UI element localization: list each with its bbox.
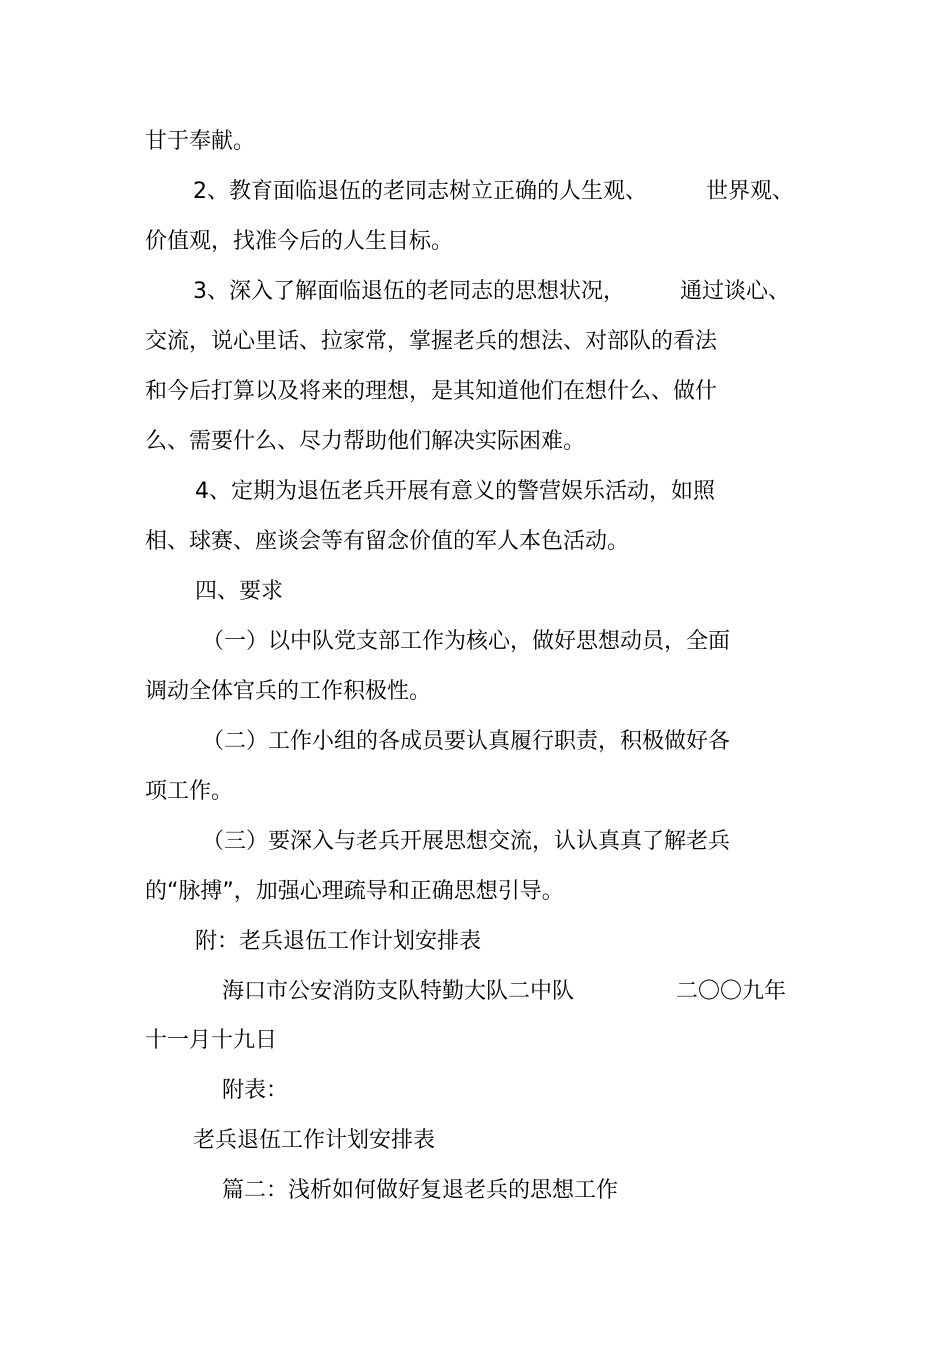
signature-date: 十一月十九日 (145, 1028, 278, 1053)
text-line: 的“脉搏”，加强心理疏导和正确思想引导。 (145, 879, 564, 904)
appendix-label: 附表： (222, 1078, 289, 1103)
attachment-note: 附：老兵退伍工作计划安排表 (195, 929, 482, 954)
text-line: 相、球赛、座谈会等有留念价值的军人本色活动。 (145, 529, 630, 554)
text-line: 甘于奉献。 (145, 129, 256, 154)
signature-date: 二〇〇九年 (676, 979, 787, 1004)
text-line: 2、教育面临退伍的老同志树立正确的人生观、 (193, 179, 647, 204)
signature-org: 海口市公安消防支队特勤大队二中队 (222, 979, 575, 1004)
text-line: （二）工作小组的各成员要认真履行职责，积极做好各 (202, 729, 731, 754)
chapter-title: 篇二：浅析如何做好复退老兵的思想工作 (222, 1178, 619, 1203)
text-line: 价值观，找准今后的人生目标。 (145, 229, 454, 254)
text-line: （三）要深入与老兵开展思想交流，认认真真了解老兵 (202, 829, 731, 854)
text-line: 通过谈心、 (680, 279, 791, 304)
text-line: 和今后打算以及将来的理想，是其知道他们在想什么、做什 (145, 379, 718, 404)
text-line: 交流，说心里话、拉家常，掌握老兵的想法、对部队的看法 (145, 329, 718, 354)
text-line: （一）以中队党支部工作为核心，做好思想动员，全面 (202, 629, 731, 654)
text-line: 么、需要什么、尽力帮助他们解决实际困难。 (145, 429, 586, 454)
section-heading: 四、要求 (195, 579, 284, 604)
text-line: 3、深入了解面临退伍的老同志的思想状况， (193, 279, 625, 304)
text-line: 调动全体官兵的工作积极性。 (145, 679, 432, 704)
text-line: 项工作。 (145, 779, 234, 804)
text-line: 世界观、 (706, 179, 795, 204)
text-line: 4、定期为退伍老兵开展有意义的警营娱乐活动，如照 (195, 479, 715, 504)
appendix-title: 老兵退伍工作计划安排表 (193, 1128, 436, 1153)
